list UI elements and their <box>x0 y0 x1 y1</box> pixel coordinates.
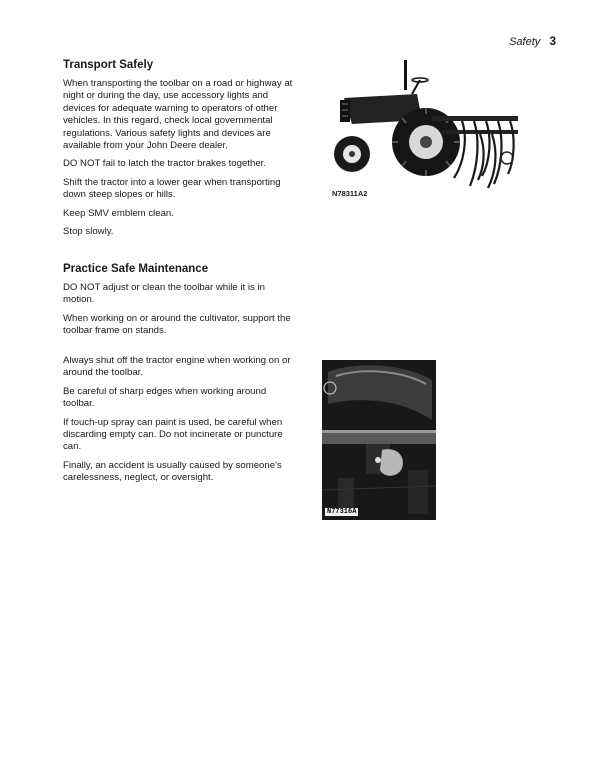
general-safety-section <box>63 355 299 491</box>
section-title: Safety <box>509 36 541 48</box>
transport-paragraph: Keep SMV emblem clean. <box>63 207 174 219</box>
transport-paragraph: DO NOT fail to latch the tractor brakes together. <box>63 158 266 170</box>
transport-heading: Transport Safely <box>63 59 154 71</box>
maintenance-heading: Practice Safe Maintenance <box>63 263 209 275</box>
general-paragraph: Finally, an accident is usually caused by someone's carelessness, neglect, or oversight. <box>63 459 282 484</box>
general-paragraph: Be careful of sharp edges when working around toolbar. <box>63 385 267 410</box>
figure-caption: N77316A <box>327 508 357 516</box>
figure-caption: N78311A2 <box>332 189 368 198</box>
page-header <box>509 34 556 48</box>
tractor-cultivator-illustration <box>322 58 522 198</box>
maintenance-paragraph: When working on or around the cultivator, support the toolbar frame on stands. <box>63 312 291 337</box>
maintenance-section <box>63 262 299 344</box>
maintenance-paragraph: DO NOT adjust or clean the toolbar while it is in motion. <box>63 282 265 306</box>
tractor-hitch-photo <box>322 360 436 520</box>
page-number: 3 <box>549 34 556 48</box>
general-paragraph: If touch-up spray can paint is used, be careful when discarding empty can. Do not incinerate or puncture can. <box>63 416 283 453</box>
transport-paragraph: Stop slowly. <box>63 226 114 238</box>
transport-paragraph: Shift the tractor into a lower gear when transporting down steep slopes or hills. <box>63 176 281 201</box>
transport-paragraph: When transporting the toolbar on a road or highway at night or during the day, use accessory lights and devices for adequate warning to operators of other vehicles. In this regard, check local governmental regulations. Various safety lights and devices are available from your John Deere dealer. <box>63 78 293 152</box>
transport-section <box>63 58 299 244</box>
general-paragraph: Always shut off the tractor engine when working on or around the toolbar. <box>63 355 291 379</box>
